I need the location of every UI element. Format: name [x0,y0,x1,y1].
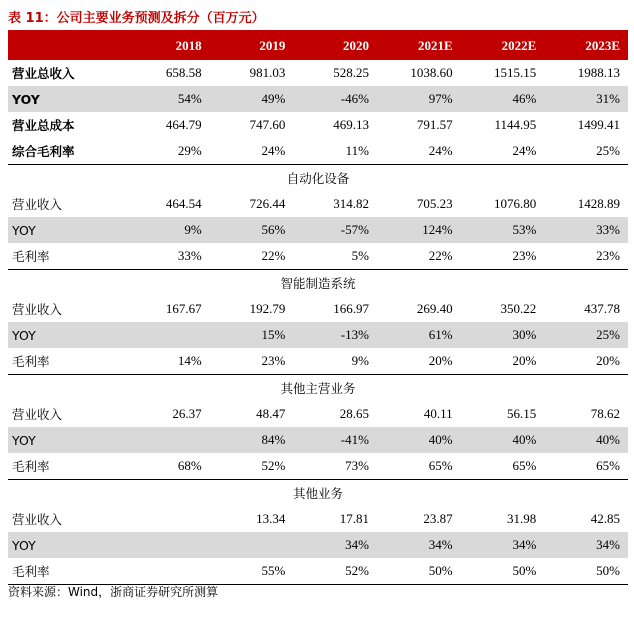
table-cell: 78.62 [590,406,620,421]
table-cell: 25% [544,322,628,348]
table-cell: 269.40 [416,301,453,316]
row-label: 综合毛利率 [8,138,126,165]
segment-title: 其他业务 [8,480,628,507]
table-cell: 9% [126,217,210,243]
table-cell: 50% [544,558,628,585]
source-note: 资料来源：Wind，浙商证券研究所测算 [8,585,219,599]
header-cell-2023e: 2023E [544,32,628,60]
table-cell: 13.34 [256,511,286,526]
table-cell: 1515.15 [494,65,537,80]
table-cell: 1988.13 [577,65,620,80]
table-cell: 73% [293,453,377,480]
table-cell: 167.67 [165,301,202,316]
row-label: 营业总成本 [12,118,75,133]
table-row [8,112,628,138]
table-cell: 528.25 [333,65,369,80]
table-cell: 48.47 [256,406,286,421]
table-cell: 55% [210,558,294,585]
table-cell: 23% [461,243,545,270]
table-cell: 24% [377,138,461,165]
row-label: 营业收入 [12,197,63,212]
row-label: 毛利率 [8,558,126,585]
row-label: YOY [8,532,126,558]
row-label: YOY [8,427,126,453]
table-row [8,322,628,348]
table-cell: 49% [210,86,294,112]
table-cell: 40% [544,427,628,453]
table-cell: 68% [126,453,210,480]
table-cell: 166.97 [333,301,369,316]
table-cell: 40.11 [423,406,453,421]
table-cell: 34% [544,532,628,558]
segment-title: 自动化设备 [8,165,628,192]
table-row [8,217,628,243]
table-cell: 20% [377,348,461,375]
table-cell: 1144.95 [494,117,537,132]
row-label: 毛利率 [8,453,126,480]
table-cell: 52% [293,558,377,585]
table-row [8,296,628,322]
table-row [8,191,628,217]
table-cell: 726.44 [249,196,286,211]
table-cell: 23.87 [423,511,453,526]
row-label: 营业总收入 [12,66,75,81]
table-cell [126,532,210,558]
table-cell: 65% [461,453,545,480]
table-cell: 464.79 [165,117,202,132]
table-cell: 26.37 [172,406,202,421]
table-cell: 40% [461,427,545,453]
table-cell: 54% [126,86,210,112]
table-cell: 14% [126,348,210,375]
table-cell: 56.15 [507,406,537,421]
table-row [8,60,628,86]
table-cell: 29% [126,138,210,165]
table-cell: 31.98 [507,511,537,526]
table-cell: 20% [461,348,545,375]
table-cell: 34% [461,532,545,558]
table-cell: 50% [461,558,545,585]
table-cell: 1499.41 [577,117,620,132]
row-label: YOY [8,86,126,112]
table-cell: 11% [293,138,377,165]
table-cell: 22% [210,243,294,270]
table-cell: 65% [377,453,461,480]
table-row [8,401,628,427]
table-cell: 705.23 [416,196,453,211]
segment-header-row [8,480,628,507]
table-cell: 1076.80 [494,196,537,211]
header-row [8,32,628,60]
table-cell: 981.03 [249,65,286,80]
table-cell: 34% [293,532,377,558]
table-row [8,243,628,270]
table-row [8,532,628,558]
row-label: YOY [8,322,126,348]
table-cell: 34% [377,532,461,558]
table-cell: 791.57 [416,117,453,132]
table-cell: 437.78 [584,301,620,316]
table-title: 表 11：公司主要业务预测及拆分（百万元） [8,11,265,26]
table-cell: 1038.60 [410,65,453,80]
header-cell-label [8,32,126,60]
table-cell: 46% [461,86,545,112]
table-cell: 25% [544,138,628,165]
table-cell: 15% [210,322,294,348]
table-cell: -57% [293,217,377,243]
table-body [8,60,628,585]
segment-header-row [8,165,628,192]
table-cell: 28.65 [339,406,369,421]
table-cell: 23% [210,348,294,375]
table-cell: 469.13 [333,117,369,132]
header-cell-2020: 2020 [293,32,377,60]
table-cell: 124% [377,217,461,243]
table-row [8,453,628,480]
table-cell: 464.54 [165,196,202,211]
table-cell: 314.82 [333,196,369,211]
segment-header-row [8,270,628,297]
table-row [8,138,628,165]
row-label: YOY [8,217,126,243]
row-label: 营业收入 [12,407,63,422]
header-cell-2021e: 2021E [377,32,461,60]
table-cell: 17.81 [339,511,369,526]
table-cell: 20% [544,348,628,375]
table-row [8,506,628,532]
header-cell-2019: 2019 [210,32,294,60]
table-row [8,427,628,453]
table-cell [126,506,210,532]
table-cell: 61% [377,322,461,348]
table-cell: 23% [544,243,628,270]
table-cell: 97% [377,86,461,112]
table-cell [126,558,210,585]
table-cell: 658.58 [165,65,202,80]
table-cell: -13% [293,322,377,348]
table-cell [210,532,294,558]
table-cell [126,427,210,453]
table-cell: 52% [210,453,294,480]
table-header [8,32,628,60]
table-cell: 192.79 [249,301,286,316]
table-row [8,348,628,375]
row-label: 毛利率 [8,243,126,270]
table-cell: 747.60 [249,117,286,132]
segment-title: 智能制造系统 [8,270,628,297]
table-cell: 40% [377,427,461,453]
table-cell: 50% [377,558,461,585]
table-cell: 31% [544,86,628,112]
forecast-table [8,32,628,585]
table-cell: 33% [544,217,628,243]
table-cell: 65% [544,453,628,480]
table-cell [126,322,210,348]
table-cell: 56% [210,217,294,243]
table-row [8,558,628,585]
table-cell: 24% [461,138,545,165]
table-cell: -41% [293,427,377,453]
table-cell: 53% [461,217,545,243]
table-cell: 42.85 [590,511,620,526]
table-row [8,86,628,112]
table-cell: 1428.89 [577,196,620,211]
table-cell: 84% [210,427,294,453]
table-cell: 33% [126,243,210,270]
header-cell-2022e: 2022E [461,32,545,60]
table-cell: 9% [293,348,377,375]
table-cell: 22% [377,243,461,270]
header-cell-2018: 2018 [126,32,210,60]
table-cell: -46% [293,86,377,112]
row-label: 营业收入 [12,302,63,317]
row-label: 毛利率 [8,348,126,375]
table-cell: 350.22 [500,301,537,316]
table-cell: 5% [293,243,377,270]
table-cell: 24% [210,138,294,165]
table-cell: 30% [461,322,545,348]
row-label: 营业收入 [12,512,63,527]
segment-header-row [8,375,628,402]
segment-title: 其他主营业务 [8,375,628,402]
